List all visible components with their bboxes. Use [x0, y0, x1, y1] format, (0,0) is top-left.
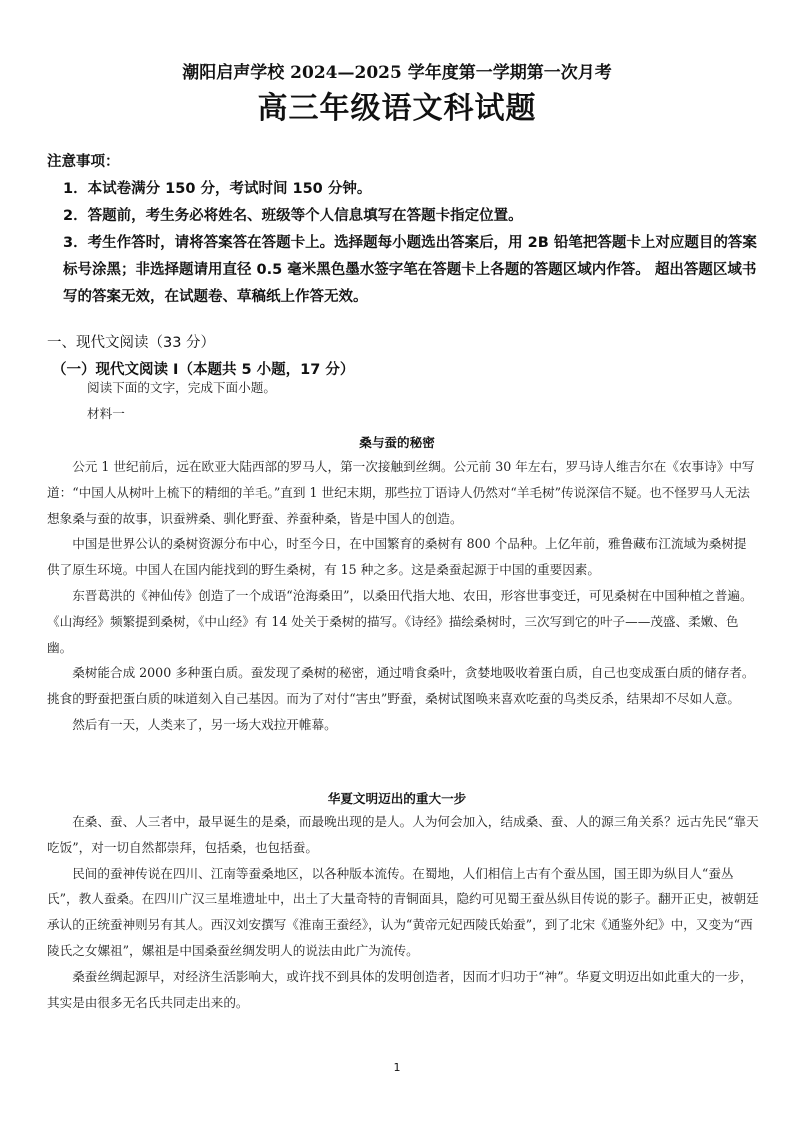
- article-paragraph: 在桑、蚕、人三者中，最早诞生的是桑，而最晚出现的是人。人为何会加入，结成桑、蚕、人的源三角关系？远古先民“靠天吃饭”，对一切自然都崇拜，包括桑，也包括蚕。: [47, 814, 759, 855]
- notice-item: 3．考生作答时，请将答案答在答题卡上。选择题每小题选出答案后，用 2B 铅笔把答题卡上对应题目的答案标号涂黑；非选择题请用直径 0.5 毫米黑色墨水签字笔在答题卡上各题的答题区域内作答。 超出答题区域书写的答案无效，在试题卷、草稿纸上作答无效。: [63, 235, 757, 305]
- article-heading: 桑与蚕的秘密: [359, 435, 435, 450]
- instruction-block: [47, 375, 759, 427]
- article-part2: [47, 809, 759, 1015]
- material-label: 材料一: [87, 405, 125, 421]
- notice-item: 1．本试卷满分 150 分，考试时间 150 分钟。: [63, 181, 372, 197]
- subsection-title: （一）现代文阅读 Ⅰ（本题共 5 小题，17 分）: [52, 362, 355, 378]
- article-paragraph: 桑蚕丝绸起源早，对经济生活影响大，或许找不到具体的发明创造者，因而才归功于“神”。华夏文明迈出如此重大的一步，其实是由很多无名氏共同走出来的。: [47, 968, 753, 1010]
- section-title: 一、现代文阅读（33 分）: [47, 335, 216, 351]
- article-paragraph: 中国是世界公认的桑树资源分布中心，时至今日，在中国繁育的桑树有 800 个品种。上亿年前，雅鲁藏布江流域为桑树提供了原生环境。中国人在国内能找到的野生桑树，有 15 种之多。这是桑蚕起源于中国的重要因素。: [47, 536, 747, 578]
- article-part1: [47, 454, 759, 738]
- article-paragraph: 桑树能合成 2000 多种蛋白质。蚕发现了桑树的秘密，通过啃食桑叶，贪婪地吸收着蛋白质，自己也变成蛋白质的储存者。挑食的野蚕把蛋白质的味道刻入自己基因。而为了对付“害虫”野蚕，桑树试图唤来喜欢吃蚕的鸟类反杀，结果却不尽如人意。: [47, 665, 755, 707]
- page-number: 1: [393, 1061, 401, 1074]
- school-exam-title: 潮阳启声学校 2024—2025 学年度第一学期第一次月考: [182, 63, 612, 83]
- article-paragraph: 民间的蚕神传说在四川、江南等蚕桑地区，以各种版本流传。在蜀地，人们相信上古有个蚕丛国，国王即为纵目人“蚕丛氏”，教人蚕桑。在四川广汉三星堆遗址中，出土了大量奇特的青铜面具，隐约可见蜀王蚕丛纵目传说的影子。翻开正史，被朝廷承认的正统蚕神则另有其人。西汉刘安撰写《淮南王蚕经》，认为“黄帝元妃西陵氏始蚕”，到了北宋《通鉴外纪》中，又变为“西陵氏之女嫘祖”，嫘祖是中国桑蚕丝绸发明人的说法由此广为流传。: [47, 865, 759, 958]
- article-heading: 华夏文明迈出的重大一步: [327, 791, 467, 806]
- article-paragraph: 公元 1 世纪前后，远在欧亚大陆西部的罗马人，第一次接触到丝绸。公元前 30 年左右，罗马诗人维吉尔在《农事诗》中写道：“中国人从树叶上梳下的精细的羊毛。”直到 1 世纪末期，那些拉丁语诗人仍然对“羊毛树”传说深信不疑。也不怪罗马人无法想象桑与蚕的故事，识蚕辨桑、驯化野蚕、养蚕种桑，皆是中国人的创造。: [47, 459, 755, 526]
- subject-title: 高三年级语文科试题: [257, 91, 537, 126]
- notice-item: 2．答题前，考生务必将姓名、班级等个人信息填写在答题卡指定位置。: [63, 208, 523, 224]
- article-paragraph: 然后有一天，人类来了，另一场大戏拉开帷幕。: [72, 716, 337, 732]
- notice-block: [47, 149, 757, 311]
- notice-heading: 注意事项：: [47, 154, 120, 170]
- reading-instruction: 阅读下面的文字，完成下面小题。: [87, 380, 276, 395]
- article-paragraph: 东晋葛洪的《神仙传》创造了一个成语“沧海桑田”，以桑田代指大地、农田，形容世事变迁，可见桑树在中国种植之普遍。《山海经》频繁提到桑树，《中山经》有 14 处关于桑树的描写。《诗经》描绘桑树时，三次写到它的叶子——茂盛、柔嫩、色幽。: [47, 587, 753, 655]
